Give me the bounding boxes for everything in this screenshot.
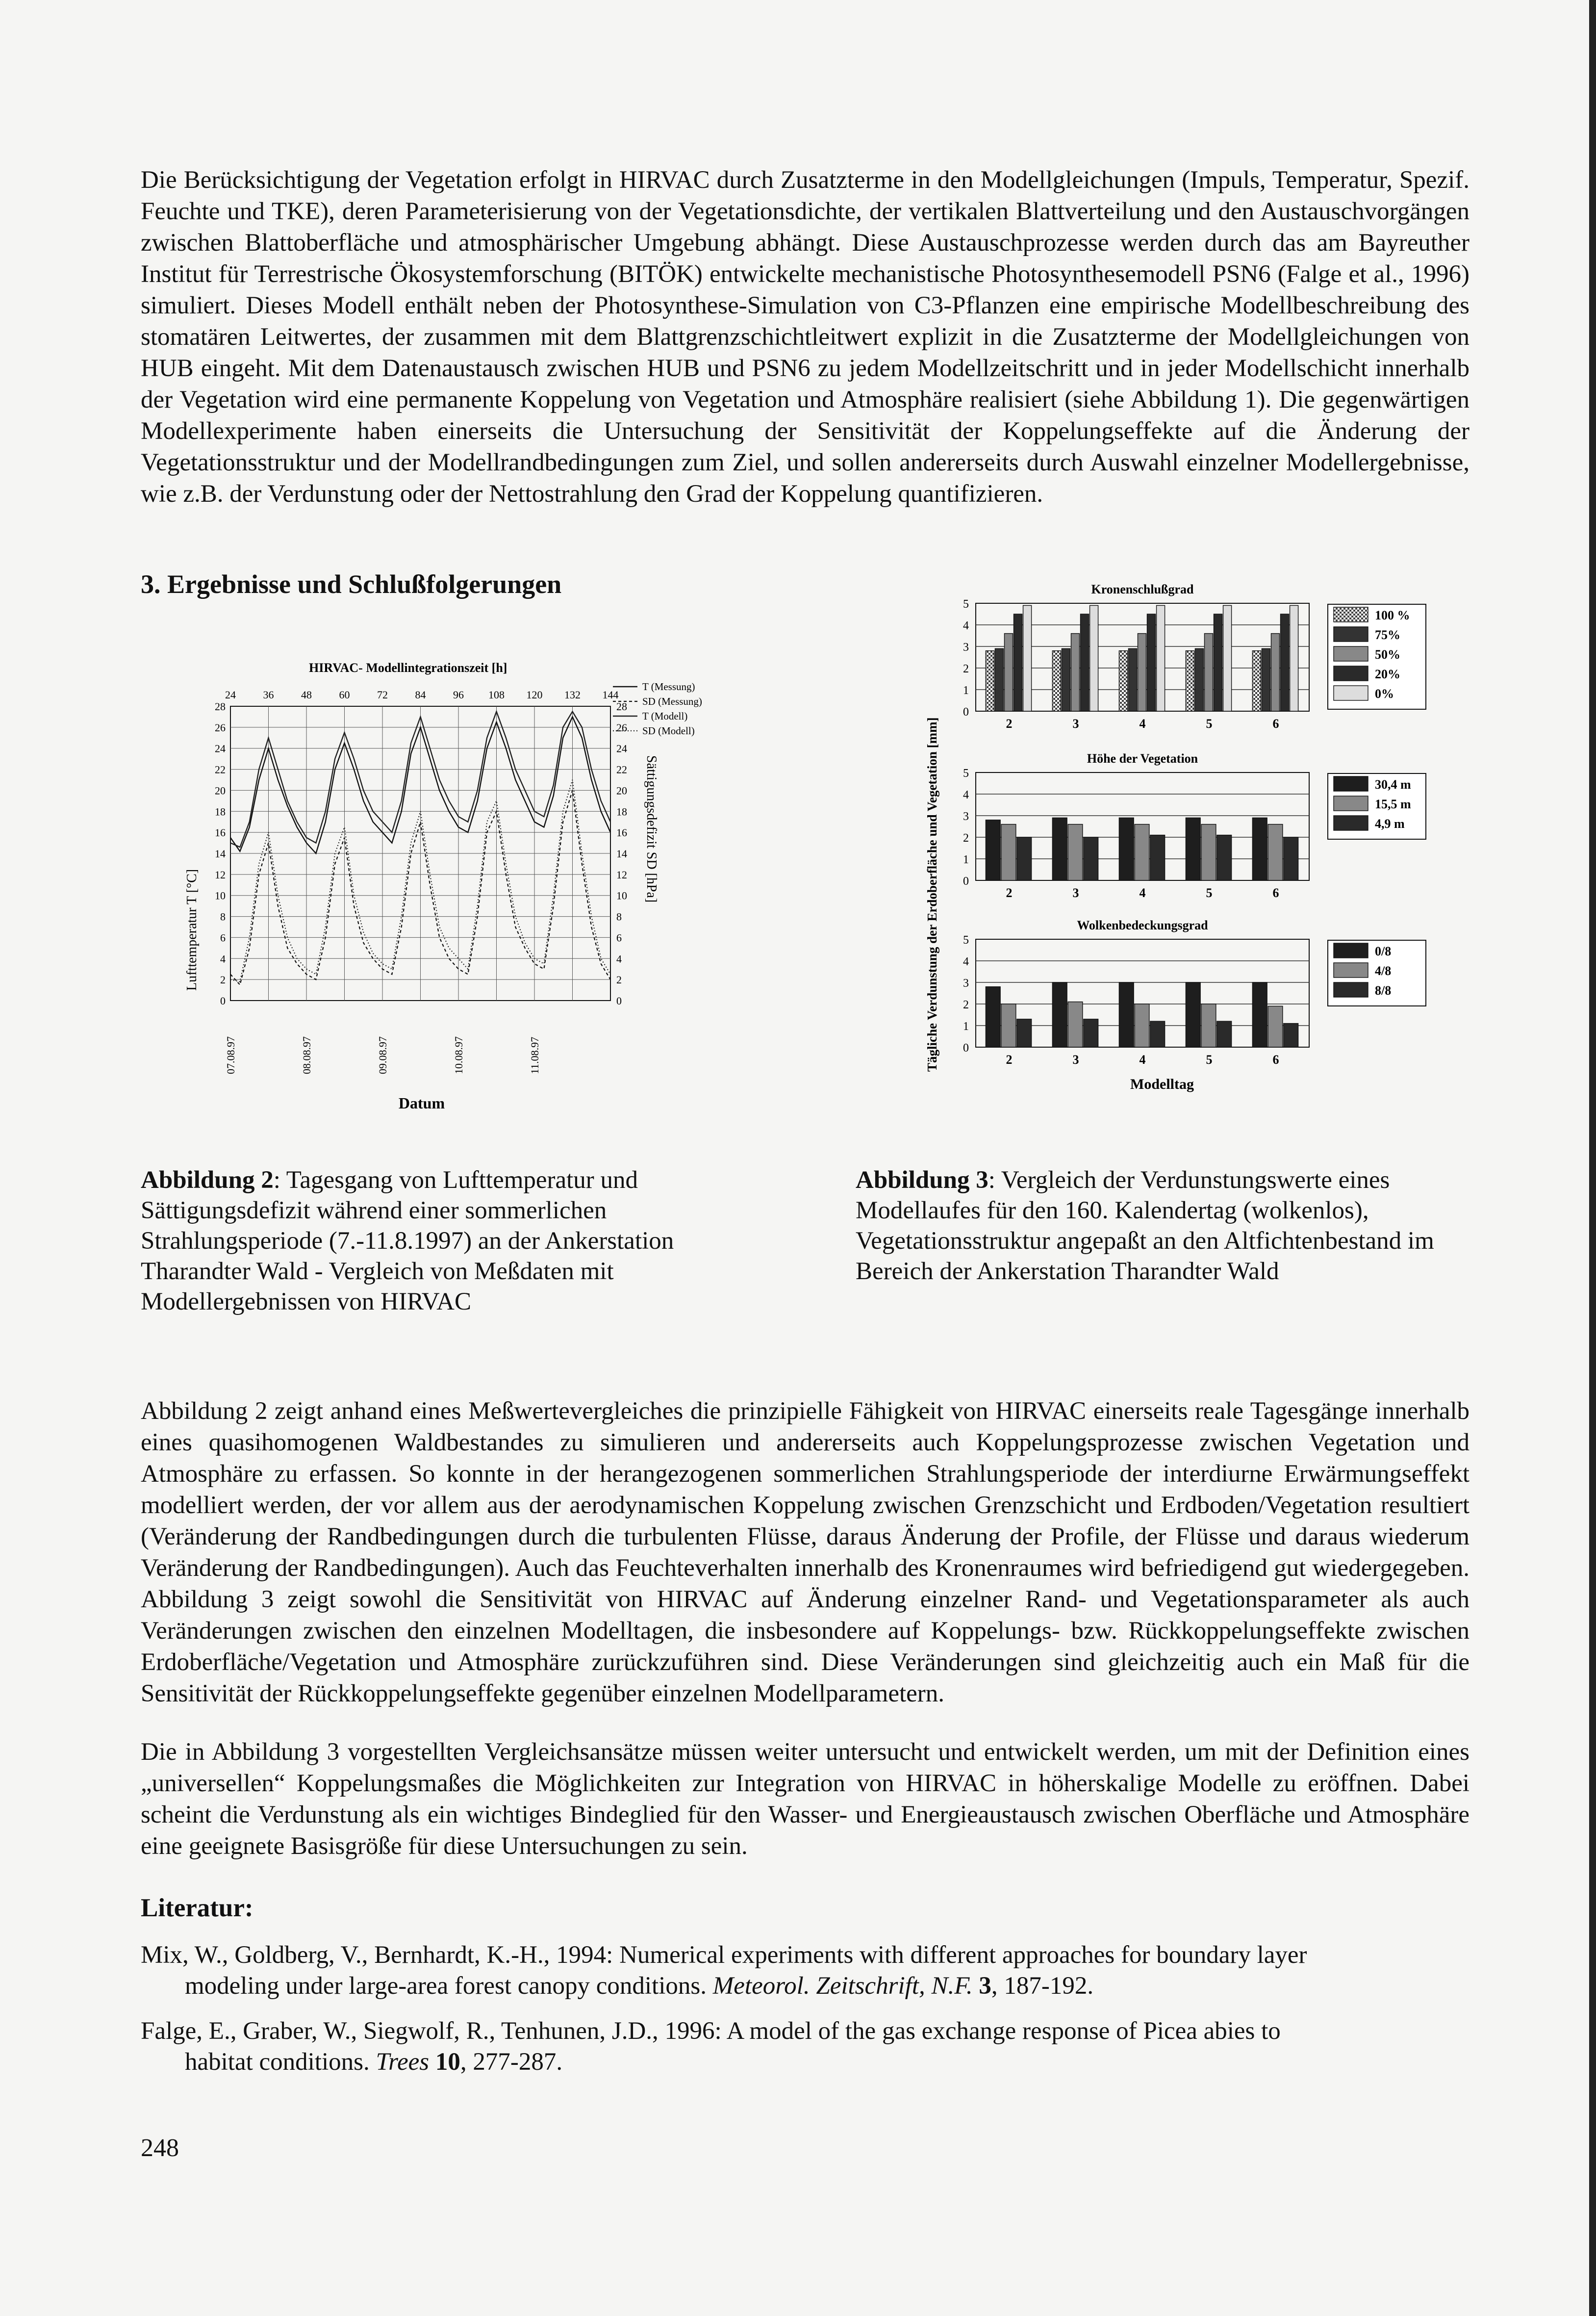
y-tick-label-left: 2 (220, 974, 226, 986)
bar (1001, 824, 1016, 880)
top-axis-tick-label: 84 (415, 689, 426, 701)
y-tick-label-left: 4 (220, 952, 226, 965)
y-tick-label: 0 (963, 875, 969, 888)
legend-label: 0/8 (1375, 944, 1392, 958)
bar (1201, 824, 1216, 880)
x-tick-label: 4 (1139, 717, 1146, 731)
y-tick-label: 3 (963, 641, 969, 654)
top-axis-tick-label: 36 (263, 689, 274, 701)
top-axis-tick-label: 132 (564, 689, 581, 701)
figure-2-chart (147, 657, 702, 1112)
legend-label: 20% (1375, 667, 1400, 681)
bar (1284, 837, 1298, 880)
bar (1252, 982, 1267, 1047)
reference-2-volume: 10 (429, 2048, 460, 2076)
bar (1186, 982, 1200, 1047)
y-tick-label-right: 0 (616, 995, 622, 1007)
bar (1068, 824, 1083, 880)
panel-title: Kronenschlußgrad (1091, 582, 1194, 596)
bar (1204, 634, 1213, 711)
y-tick-label-right: 24 (616, 742, 627, 755)
legend-swatch (1334, 607, 1368, 622)
legend-label: 4/8 (1375, 964, 1392, 978)
y-tick-label-left: 18 (215, 805, 226, 818)
y-tick-label: 1 (963, 853, 969, 866)
figure-2-caption-label: Abbildung 2 (141, 1166, 274, 1194)
y-tick-label: 1 (963, 1020, 969, 1033)
bar (1186, 818, 1200, 880)
reference-1-line-1: Mix, W., Goldberg, V., Bernhardt, K.-H., 1994: Numerical experiments with different approaches for boundary layer (141, 1941, 1307, 1969)
y-tick-label-left: 10 (215, 889, 226, 902)
figure-3-chart (902, 566, 1500, 1121)
x-tick-label: 2 (1006, 886, 1013, 900)
bar (1195, 648, 1203, 711)
paragraph-2: Abbildung 2 zeigt anhand eines Meßwertevergleiches die prinzipielle Fähigkeit von HIRVAC einerseits reale Tagesgänge innerhalb eines quasihomogenen Waldbestandes zu simulieren und andererseits auch Koppelungsprozesse zwischen Vegetation und Atmosphäre zu erfassen. So konnte in der herangezogenen sommerlichen Strahlungsperiode der interdiurne Erwärmungseffekt modelliert werden, der vor allem aus der aerodynamischen Koppelung zwischen Grenzschicht und Erdboden/Vegetation resultiert (Veränderung der Randbedingungen durch die turbulenten Flüsse, daraus Änderung der Profile, der Flüsse und daraus wiederum Veränderung der Randbedingungen). Auch das Feuchteverhalten innerhalb des Kronenraumes wird befriedigend gut wiedergegeben. Abbildung 3 zeigt sowohl die Sensitivität von HIRVAC auf Änderung einzelner Rand- und Vegetationsparameter als auch Veränderungen zwischen den einzelnen Modelltagen, die insbesondere auf Koppelungs- bzw. Rückkoppelungseffekte zwischen Erdoberfläche/Vegetation und Atmosphäre zurückzuführen sind. Diese Veränderungen sind gleichzeitig auch ein Maß für die Sensitivität der Rückkoppelungseffekte gegenüber einzelnen Modellparametern. (141, 1397, 1469, 1707)
x-tick-label: 2 (1006, 1053, 1013, 1067)
bar (1071, 634, 1079, 711)
bar (1217, 835, 1232, 880)
legend-swatch (1334, 982, 1368, 997)
x-tick-label: 3 (1072, 886, 1079, 900)
bar (995, 648, 1003, 711)
legend-label: 50% (1375, 647, 1400, 662)
reference-2-pages: , 277-287. (460, 2048, 563, 2076)
y-tick-label: 0 (963, 706, 969, 719)
x-tick-label: 6 (1272, 717, 1279, 731)
y-tick-label-left: 12 (215, 868, 226, 881)
legend-swatch (1334, 796, 1368, 811)
paragraph-3: Die in Abbildung 3 vorgestellten Vergleichsansätze müssen weiter untersucht und entwickelt werden, um mit der Definition eines „universellen“ Koppelungsmaßes die Möglichkeiten zur Integration von HIRVAC in höherskalige Modelle zu eröffnen. Dabei scheint die Verdunstung als ein wichtiges Bindeglied für den Wasser- und Energieaustausch zwischen Oberfläche und Atmosphäre eine geeignete Basisgröße für diese Untersuchungen zu sein. (141, 1738, 1469, 1860)
x-tick-label: 3 (1072, 717, 1079, 731)
reference-2-line-1: Falge, E., Graber, W., Siegwolf, R., Tenhunen, J.D., 1996: A model of the gas exchange response of Picea abies to (141, 2017, 1281, 2045)
bar (1052, 982, 1067, 1047)
bar (1119, 651, 1127, 711)
y-tick-label-right: 20 (616, 784, 627, 797)
reference-2-title: habitat conditions. (185, 2048, 376, 2076)
page-number: 248 (141, 2134, 179, 2162)
y-tick-label-right: 12 (616, 868, 627, 881)
reference-2-line-2 (141, 2047, 1465, 2078)
y-tick-label-right: 26 (616, 721, 627, 734)
y-tick-label: 4 (963, 955, 969, 968)
bar (1090, 605, 1098, 711)
x-tick-label: 4 (1139, 1053, 1146, 1067)
bar (1262, 648, 1270, 711)
x-tick-label: 5 (1206, 886, 1213, 900)
y-tick-label-right: 4 (616, 952, 622, 965)
top-axis-tick-label: 24 (225, 689, 236, 701)
panel-title: Höhe der Vegetation (1087, 751, 1198, 766)
y-tick-label: 2 (963, 663, 969, 675)
top-axis-tick-label: 108 (488, 689, 505, 701)
figure-3-caption-text: : Vergleich der Verdunstungswerte eines Modellaufes für den 160. Kalendertag (wolkenlos), Vegetationsstruktur angepaßt an den Altfichtenbestand im Bereich der Ankerstation Tharandter Wald (856, 1166, 1434, 1285)
reference-1-volume: 3 (972, 1972, 991, 2000)
x-tick-label: 5 (1206, 1053, 1213, 1067)
x-tick-label: 07.08.97 (225, 1036, 237, 1074)
bar (986, 820, 1000, 880)
bar (1119, 982, 1134, 1047)
x-tick-label: 09.08.97 (377, 1036, 389, 1074)
y-tick-label-right: 2 (616, 974, 622, 986)
bar (1201, 1004, 1216, 1047)
y-tick-label: 3 (963, 810, 969, 823)
y-tick-label: 5 (963, 934, 969, 947)
legend-label: 75% (1375, 628, 1400, 642)
x-tick-label: 08.08.97 (301, 1036, 313, 1074)
legend-label-1: T (Messung) (642, 681, 695, 693)
bar (1052, 818, 1067, 880)
y-tick-label-left: 16 (215, 826, 226, 839)
legend-swatch (1334, 943, 1368, 958)
reference-2 (141, 2016, 1465, 2078)
y-tick-label: 3 (963, 977, 969, 990)
reference-1-pages: , 187-192. (991, 1972, 1094, 2000)
reference-1-line-2 (141, 1971, 1465, 2002)
x-tick-label: 4 (1139, 886, 1146, 900)
y-tick-label-left: 6 (220, 931, 226, 944)
legend-swatch (1334, 963, 1368, 978)
bar (1128, 648, 1137, 711)
figure-2-caption (141, 1165, 719, 1317)
reference-2-journal: Trees (376, 2048, 430, 2076)
x-tick-label: 10.08.97 (453, 1036, 465, 1074)
y-tick-label-right: 18 (616, 805, 627, 818)
top-axis-tick-label: 60 (339, 689, 350, 701)
legend-label: 30,4 m (1375, 777, 1411, 792)
y-tick-label: 1 (963, 684, 969, 697)
figure-3-caption-label: Abbildung 3 (856, 1166, 988, 1194)
bar (1084, 1019, 1098, 1047)
top-axis-tick-label: 144 (602, 689, 619, 701)
bar (1217, 1021, 1232, 1047)
y-tick-label: 2 (963, 999, 969, 1011)
reference-1-title: modeling under large-area forest canopy conditions. (185, 1972, 713, 2000)
bar (1223, 605, 1232, 711)
bar (1252, 818, 1267, 880)
legend-label: 100 % (1375, 608, 1410, 622)
bar (986, 651, 994, 711)
bar (1268, 824, 1283, 880)
bar (1084, 837, 1098, 880)
y-axis-label-right: Sättigungsdefizit SD [hPa] (644, 755, 659, 903)
y-tick-label-right: 14 (616, 848, 627, 860)
y-tick-label-left: 0 (220, 995, 226, 1007)
legend-label: 8/8 (1375, 983, 1392, 998)
x-axis-label: Datum (398, 1094, 445, 1112)
top-axis-tick-label: 72 (377, 689, 388, 701)
y-tick-label-right: 10 (616, 889, 627, 902)
top-axis-tick-label: 96 (453, 689, 464, 701)
reference-1 (141, 1940, 1465, 2002)
reference-1-journal: Meteorol. Zeitschrift, N.F. (712, 1972, 973, 2000)
y-axis-label: Tägliche Verdunstung der Erdoberfläche und Vegetation [mm] (925, 717, 939, 1072)
legend-swatch (1334, 686, 1368, 700)
y-tick-label-right: 6 (616, 931, 622, 944)
legend-label: 0% (1375, 687, 1394, 701)
x-tick-label: 5 (1206, 717, 1213, 731)
y-tick-label-right: 16 (616, 826, 627, 839)
legend-swatch (1334, 666, 1368, 681)
bar (1150, 1021, 1165, 1047)
legend-label-4: SD (Modell) (642, 725, 695, 737)
legend-label-3: T (Modell) (642, 710, 688, 722)
bar (1150, 835, 1165, 880)
bar (1157, 605, 1165, 711)
y-tick-label: 5 (963, 767, 969, 780)
x-tick-label: 3 (1072, 1053, 1079, 1067)
bar (1214, 614, 1222, 711)
y-tick-label-right: 28 (616, 700, 627, 713)
y-tick-label-left: 22 (215, 763, 226, 776)
y-tick-label: 4 (963, 789, 969, 801)
x-tick-label: 11.08.97 (529, 1036, 541, 1074)
legend-label: 4,9 m (1375, 817, 1405, 831)
bar (1023, 605, 1032, 711)
bar (1281, 614, 1289, 711)
scan-edge (1589, 0, 1596, 2316)
legend-swatch (1334, 627, 1368, 642)
section-heading: 3. Ergebnisse und Schlußfolgerungen (141, 569, 562, 599)
legend-swatch (1334, 776, 1368, 791)
legend-swatch (1334, 816, 1368, 830)
bar (1119, 818, 1134, 880)
bar (1004, 634, 1013, 711)
figure-2-caption-text: : Tagesgang von Lufttemperatur und Sättigungsdefizit während einer sommerlichen Strahlungsperiode (7.-11.8.1997) an der Ankerstation Tharandter Wald - Vergleich von Meßdaten mit Modellergebnissen von HIRVAC (141, 1166, 674, 1315)
literature-heading: Literatur: (141, 1894, 253, 1922)
legend-swatch (1334, 646, 1368, 661)
y-tick-label-left: 24 (215, 742, 226, 755)
y-tick-label-left: 8 (220, 910, 226, 923)
figure-3-caption (856, 1165, 1469, 1287)
x-tick-label: 2 (1006, 717, 1013, 731)
x-axis-label: Modelltag (1130, 1076, 1194, 1092)
bar (1186, 651, 1194, 711)
bar (1052, 651, 1061, 711)
bar (1138, 634, 1146, 711)
y-tick-label-left: 28 (215, 700, 226, 713)
y-tick-label-left: 14 (215, 848, 226, 860)
y-tick-label: 2 (963, 832, 969, 845)
bar (1062, 648, 1070, 711)
legend-label: 15,5 m (1375, 797, 1411, 811)
bar (1017, 837, 1032, 880)
bar (986, 987, 1000, 1047)
bar (1135, 824, 1149, 880)
top-axis-tick-label: 48 (301, 689, 312, 701)
y-tick-label-right: 22 (616, 763, 627, 776)
bar (1271, 634, 1279, 711)
bar (1001, 1004, 1016, 1047)
bar (1252, 651, 1261, 711)
y-tick-label: 4 (963, 619, 969, 632)
y-tick-label-left: 20 (215, 784, 226, 797)
x-tick-label: 6 (1272, 1053, 1279, 1067)
bar (1017, 1019, 1032, 1047)
bar (1147, 614, 1156, 711)
x-tick-label: 6 (1272, 886, 1279, 900)
legend-label-2: SD (Messung) (642, 695, 702, 707)
y-tick-label-right: 8 (616, 910, 622, 923)
bar (1284, 1024, 1298, 1047)
panel-title: Wolkenbedeckungsgrad (1077, 918, 1208, 932)
y-tick-label-left: 26 (215, 721, 226, 734)
bar (1068, 1002, 1083, 1047)
y-tick-label: 5 (963, 598, 969, 611)
bar (1290, 605, 1298, 711)
y-axis-label-left: Lufttemperatur T [°C] (184, 869, 200, 991)
intro-paragraph: Die Berücksichtigung der Vegetation erfolgt in HIRVAC durch Zusatzterme in den Modellgleichungen (Impuls, Temperatur, Spezif. Feuchte und TKE), deren Parameterisierung von der Vegetationsdichte, der vertikalen Blattverteilung und den Austauschvorgängen zwischen Blattoberfläche und atmosphärischer Umgebung abhängt. Diese Austauschprozesse werden durch das am Bayreuther Institut für Terrestrische Ökosystemforschung (BITÖK) entwickelte mechanistische Photosynthesemodell PSN6 (Falge et al., 1996) simuliert. Dieses Modell enthält neben der Photosynthese-Simulation von C3-Pflanzen eine empirische Modellbeschreibung des stomatären Leitwertes, der zusammen mit dem Blattgrenzschichtleitwert explizit in die Zusatzterme der Modellgleichungen von HUB eingeht. Mit dem Datenaustausch zwischen HUB und PSN6 zu jedem Modellzeitschritt und in jeder Modellschicht innerhalb der Vegetation wird eine permanente Koppelung von Vegetation und Atmosphäre realisiert (siehe Abbildung 1). Die gegenwärtigen Modellexperimente haben einerseits die Untersuchung der Sensitivität der Koppelungseffekte auf die Änderung der Vegetationsstruktur und der Modellrandbedingungen zum Ziel, und sollen andererseits durch Auswahl einzelner Modellergebnisse, wie z.B. der Verdunstung oder der Nettostrahlung den Grad der Koppelung quantifizieren. (141, 166, 1469, 508)
bar (1081, 614, 1089, 711)
chart-title: HIRVAC- Modellintegrationszeit [h] (309, 661, 507, 675)
bar (1135, 1004, 1149, 1047)
top-axis-tick-label: 120 (526, 689, 543, 701)
y-tick-label: 0 (963, 1042, 969, 1055)
bar (1268, 1006, 1283, 1047)
bar (1014, 614, 1022, 711)
